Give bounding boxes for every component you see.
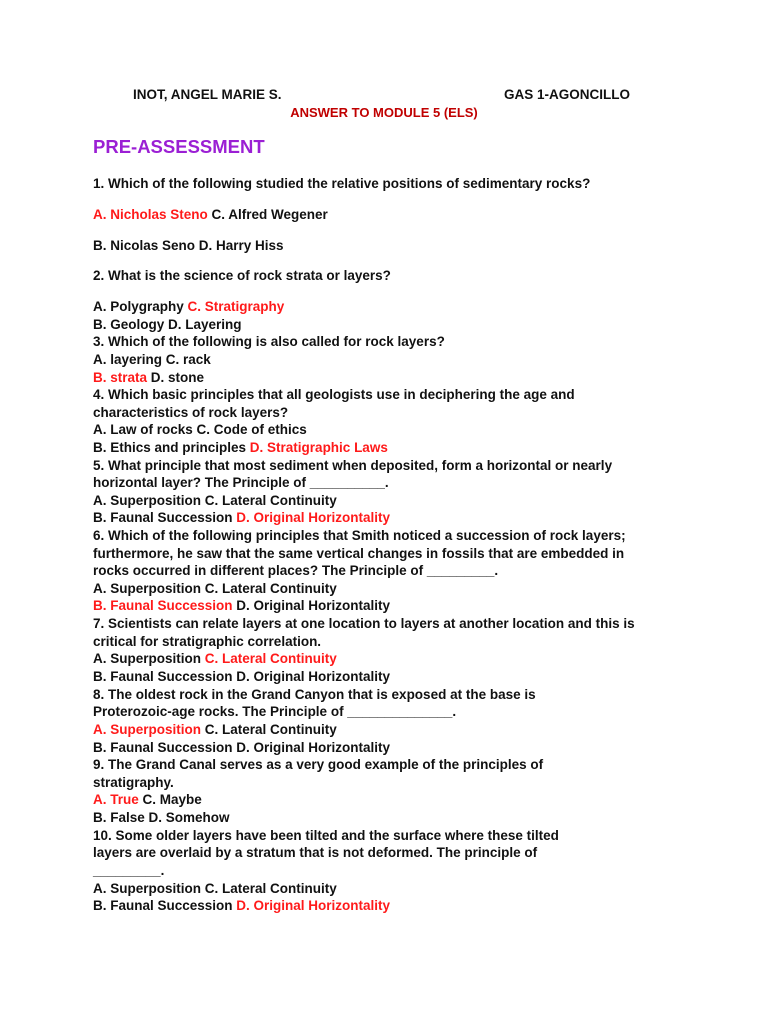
text-span: B. Faunal Succession: [93, 898, 237, 913]
text-span: 1. Which of the following studied the relative positions of sedimentary rocks?: [93, 176, 591, 191]
text-span: D. stone: [147, 370, 205, 385]
text-line: [93, 492, 337, 510]
text-line: [93, 439, 388, 457]
text-span: 10. Some older layers have been tilted and the surface where these tilted: [93, 828, 559, 843]
text-span: 6. Which of the following principles that Smith noticed a succession of rock layers;: [93, 528, 626, 543]
text-line: [93, 421, 307, 439]
text-line: [93, 703, 456, 721]
text-line: [93, 474, 389, 492]
text-span: Proterozoic-age rocks. The Principle of ______________.: [93, 704, 457, 719]
text-span: _________.: [93, 863, 165, 878]
text-span: critical for stratigraphic correlation.: [93, 634, 322, 649]
text-line: [93, 527, 626, 545]
text-span: 9. The Grand Canal serves as a very good example of the principles of: [93, 757, 544, 772]
text-span: C. Lateral Continuity: [201, 722, 337, 737]
section-title: PRE-ASSESSMENT: [93, 136, 265, 157]
text-span: A. Superposition: [93, 651, 205, 666]
text-span: B. Faunal Succession: [93, 510, 237, 525]
text-span: B. Geology D. Layering: [93, 317, 242, 332]
answer-choice: D. Stratigraphic Laws: [249, 440, 388, 455]
answer-choice: C. Lateral Continuity: [204, 651, 337, 666]
text-span: rocks occurred in different places? The Principle of _________.: [93, 563, 499, 578]
text-line: [93, 756, 543, 774]
text-span: B. Faunal Succession D. Original Horizontality: [93, 740, 391, 755]
text-line: [93, 509, 390, 527]
text-line: [93, 206, 328, 224]
text-span: C. Alfred Wegener: [207, 207, 328, 222]
text-line: [93, 351, 211, 369]
text-line: [93, 404, 288, 422]
section-name: GAS 1-AGONCILLO: [504, 87, 631, 102]
text-span: 8. The oldest rock in the Grand Canyon that is exposed at the base is: [93, 687, 536, 702]
text-span: A. Superposition C. Lateral Continuity: [93, 493, 337, 508]
text-line: [93, 369, 204, 387]
text-span: horizontal layer? The Principle of __________.: [93, 475, 389, 490]
text-span: stratigraphy.: [93, 775, 174, 790]
text-span: B. Faunal Succession D. Original Horizontality: [93, 669, 391, 684]
text-span: C. Maybe: [138, 792, 202, 807]
text-line: [93, 668, 390, 686]
text-span: B. False D. Somehow: [93, 810, 230, 825]
text-span: 2. What is the science of rock strata or layers?: [93, 268, 391, 283]
text-line: [93, 298, 284, 316]
text-line: [93, 545, 624, 563]
text-span: 4. Which basic principles that all geologists use in deciphering the age and: [93, 387, 575, 402]
text-span: D. Original Horizontality: [232, 598, 391, 613]
answer-choice: A. Superposition: [93, 722, 201, 737]
text-line: [93, 650, 337, 668]
text-line: [93, 897, 390, 915]
answer-choice: D. Original Horizontality: [236, 898, 391, 913]
text-line: [93, 827, 559, 845]
text-line: [93, 686, 536, 704]
text-span: A. Law of rocks C. Code of ethics: [93, 422, 307, 437]
text-line: [93, 633, 321, 651]
text-line: [93, 237, 284, 255]
answer-choice: D. Original Horizontality: [236, 510, 391, 525]
text-span: layers are overlaid by a stratum that is not deformed. The principle of: [93, 845, 538, 860]
answer-choice: B. strata: [93, 370, 148, 385]
answer-choice: A. True: [93, 792, 139, 807]
text-line: [93, 580, 337, 598]
text-span: characteristics of rock layers?: [93, 405, 289, 420]
document-subtitle: ANSWER TO MODULE 5 (ELS): [290, 105, 478, 120]
text-span: 3. Which of the following is also called for rock layers?: [93, 334, 445, 349]
text-span: A. Superposition C. Lateral Continuity: [93, 581, 337, 596]
text-line: [93, 721, 337, 739]
text-line: [93, 316, 242, 334]
text-line: [93, 386, 575, 404]
text-line: [93, 774, 174, 792]
text-span: A. Polygraphy: [93, 299, 188, 314]
text-line: [93, 615, 635, 633]
text-span: B. Nicolas Seno D. Harry Hiss: [93, 238, 284, 253]
text-line: [93, 862, 164, 880]
text-line: [93, 562, 498, 580]
text-line: [93, 844, 537, 862]
answer-choice: C. Stratigraphy: [187, 299, 285, 314]
text-line: [93, 880, 337, 898]
student-name: INOT, ANGEL MARIE S.: [133, 87, 282, 102]
text-span: B. Ethics and principles: [93, 440, 250, 455]
text-line: [93, 175, 590, 193]
text-line: [93, 457, 612, 475]
text-span: A. Superposition C. Lateral Continuity: [93, 881, 337, 896]
text-line: [93, 333, 445, 351]
text-line: [93, 791, 202, 809]
text-span: 5. What principle that most sediment when deposited, form a horizontal or nearly: [93, 458, 613, 473]
text-span: A. layering C. rack: [93, 352, 211, 367]
text-span: 7. Scientists can relate layers at one location to layers at another location and this is: [93, 616, 635, 631]
answer-choice: B. Faunal Succession: [93, 598, 233, 613]
text-line: [93, 739, 390, 757]
text-line: [93, 809, 230, 827]
text-line: [93, 597, 390, 615]
text-span: furthermore, he saw that the same vertical changes in fossils that are embedded in: [93, 546, 625, 561]
text-line: [93, 267, 391, 285]
answer-choice: A. Nicholas Steno: [93, 207, 208, 222]
